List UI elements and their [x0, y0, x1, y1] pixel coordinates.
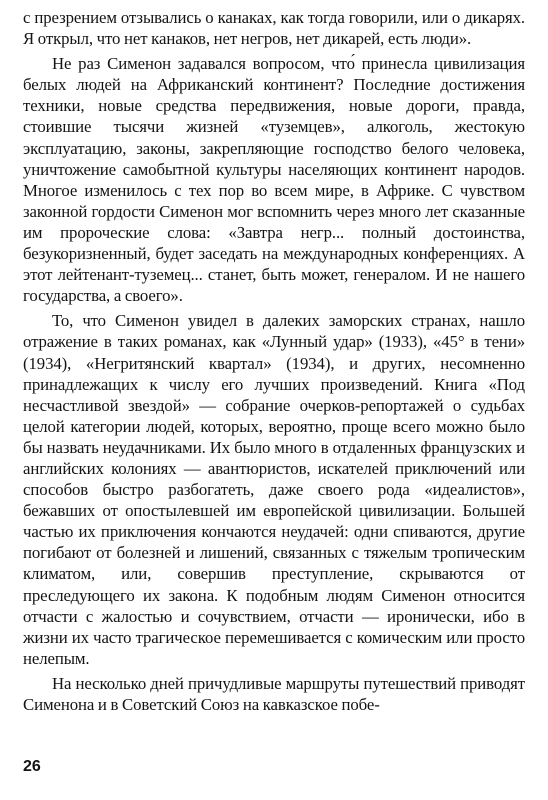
- paragraph-novels: То, что Сименон увидел в далеких заморских странах, нашло отражение в таких романах, как «Лунный удар» (1933), «45° в тени» (1934), «Негритянский квартал» (1934), и других, несомненно принадлежащих к числу его лучших произведений. Книга «Под несчастливой звездой» — собрание очерков-репортажей о судьбах целой категории людей, которых, вероятно, проще всего можно было бы назвать неудачниками. Их было много в отдаленных французских и английских колониях — авантюристов, искателей приключений или способов быстро разбогатеть, даже своего рода «идеалистов», бежавших от опостылевшей им европейской цивилизации. Большей частью их приключения кончаются неудачей: одни спиваются, другие погибают от болезней и лишений, связанных с тяжелым тропическим климатом, или, совершив преступление, скрываются от преследующего их закона. К подобным людям Сименон относится отчасти с жалостью и сочувствием, отчасти — иронически, ибо в жизни их часто трагическое перемешивается с комическим или просто нелепым.: [23, 311, 525, 668]
- paragraph-soviet-union: На несколько дней причудливые маршруты путешествий приводят Сименона и в Советский Союз на кавказское побе-: [23, 673, 525, 714]
- body-text: [23, 7, 525, 715]
- page-number: 26: [23, 758, 41, 775]
- paragraph-civilization: Не раз Сименон задавался вопросом, что́ принесла цивилизация белых людей на Африканский континент? Последние достижения техники, новые средства передвижения, новые дороги, правда, стоившие тысячи жизней «туземцев», алкоголь, жестокую эксплуатацию, законы, закрепляющие господство белого человека, уничтожение самобытной культуры населяющих континент народов. Многое изменилось с тех пор во всем мире, в Африке. С чувством законной гордости Сименон мог вспомнить через много лет сказанные им пророческие слова: «Завтра негр... полный достоинства, безукоризненный, будет заседать на международных конференциях. А этот лейтенант-туземец... станет, быть может, генералом. И не нашего государства, а своего».: [23, 54, 525, 306]
- paragraph-continued: с презрением отзывались о канаках, как тогда говорили, или о дикарях. Я открыл, что нет канаков, нет негров, нет дикарей, есть люди».: [23, 8, 525, 49]
